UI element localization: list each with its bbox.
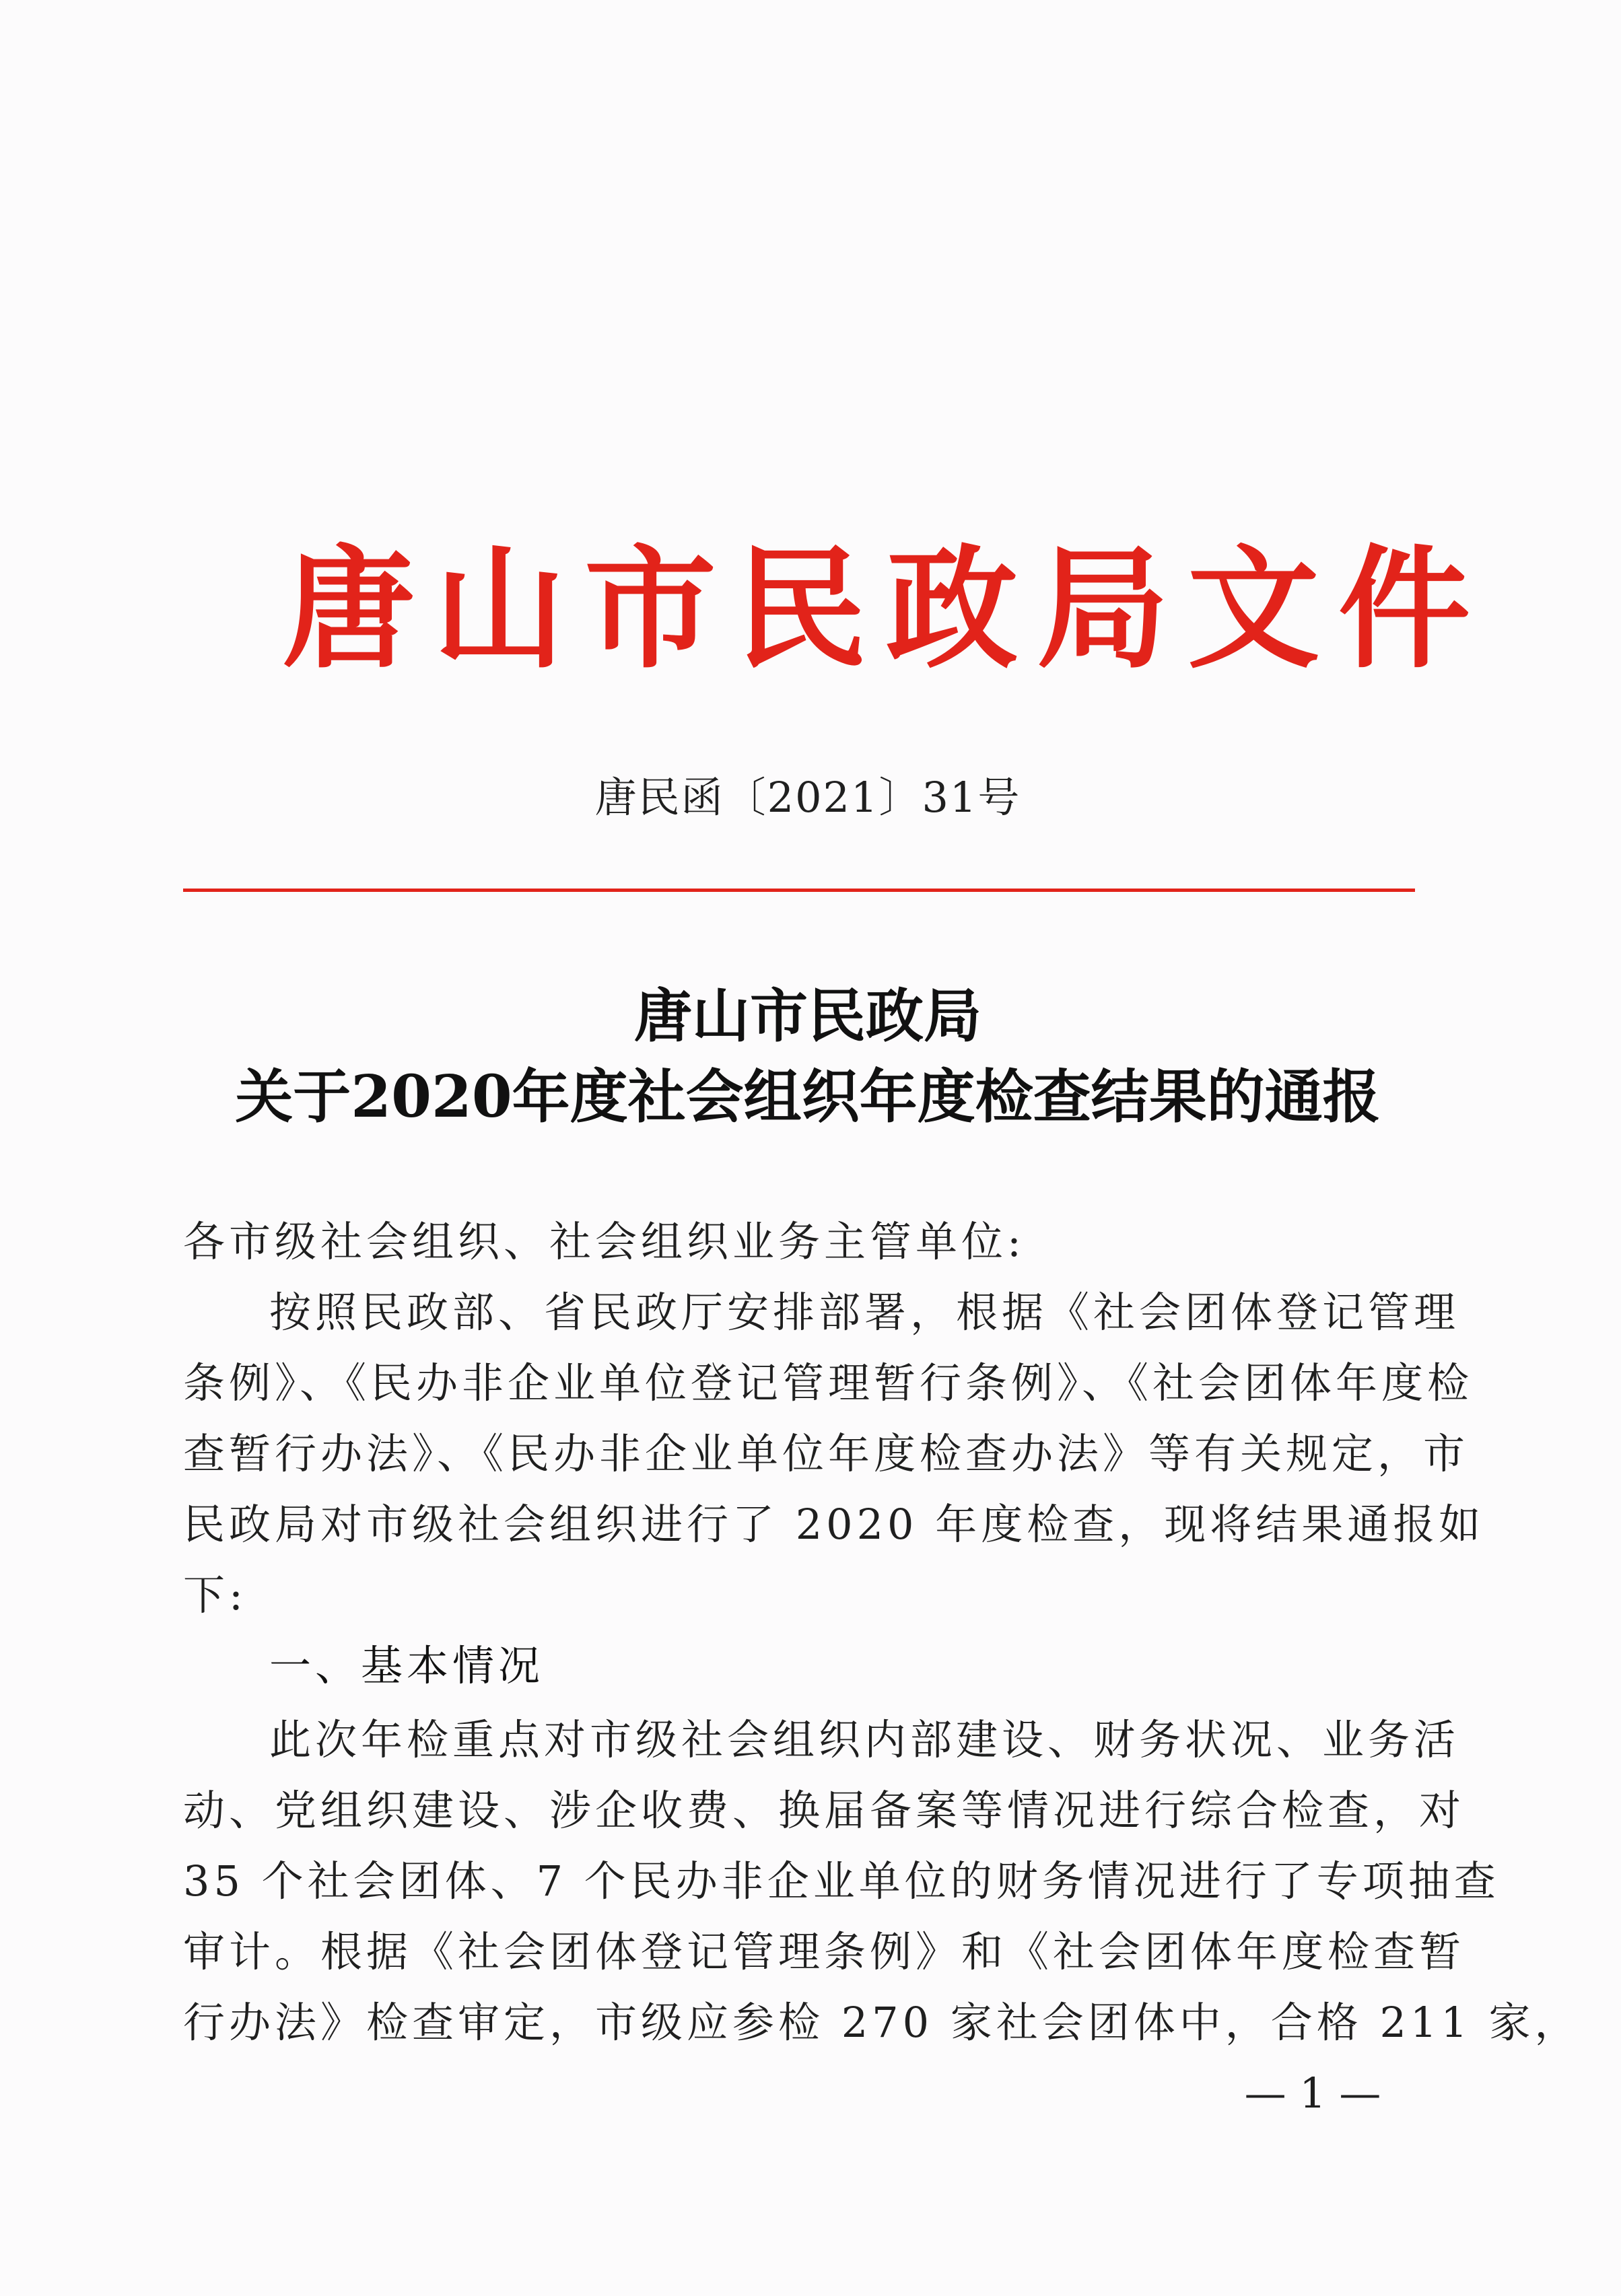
red-divider-line <box>183 889 1415 892</box>
paragraph-2-line: 此次年检重点对市级社会组织内部建设、财务状况、业务活 <box>269 1715 1460 1764</box>
salutation: 各市级社会组织、社会组织业务主管单位: <box>183 1217 1025 1266</box>
paragraph-2-line: 动、党组织建设、涉企收费、换届备案等情况进行综合检查，对 <box>183 1786 1465 1835</box>
section-1-heading: 一、基本情况 <box>269 1641 545 1690</box>
paragraph-1-line: 下: <box>183 1570 247 1620</box>
issuing-authority-header: 唐山市民政局文件 <box>283 532 1490 687</box>
paragraph-1-line: 查暂行办法》、《民办非企业单位年度检查办法》等有关规定，市 <box>183 1429 1470 1478</box>
paragraph-1-line: 按照民政部、省民政厅安排部署，根据《社会团体登记管理 <box>269 1288 1460 1337</box>
paragraph-1-line: 条例》、《民办非企业单位登记管理暂行条例》、《社会团体年度检 <box>183 1358 1474 1407</box>
paragraph-2-line: 审计。根据《社会团体登记管理条例》和《社会团体年度检查暂 <box>183 1927 1465 1976</box>
paragraph-2-line: 行办法》检查审定，市级应参检 270 家社会团体中，合格 211 家， <box>183 1998 1581 2047</box>
document-title-line-1: 唐山市民政局 <box>634 982 981 1050</box>
paragraph-2-line: 35 个社会团体、7 个民办非企业单位的财务情况进行了专项抽查 <box>183 1856 1500 1906</box>
document-title-line-2: 关于2020年度社会组织年度检查结果的通报 <box>235 1063 1381 1131</box>
paragraph-1-line: 民政局对市级社会组织进行了 2020 年度检查，现将结果通报如 <box>183 1500 1485 1549</box>
page-number: — 1 — <box>1244 2068 1381 2118</box>
document-number: 唐民函〔2021〕31号 <box>594 773 1021 822</box>
